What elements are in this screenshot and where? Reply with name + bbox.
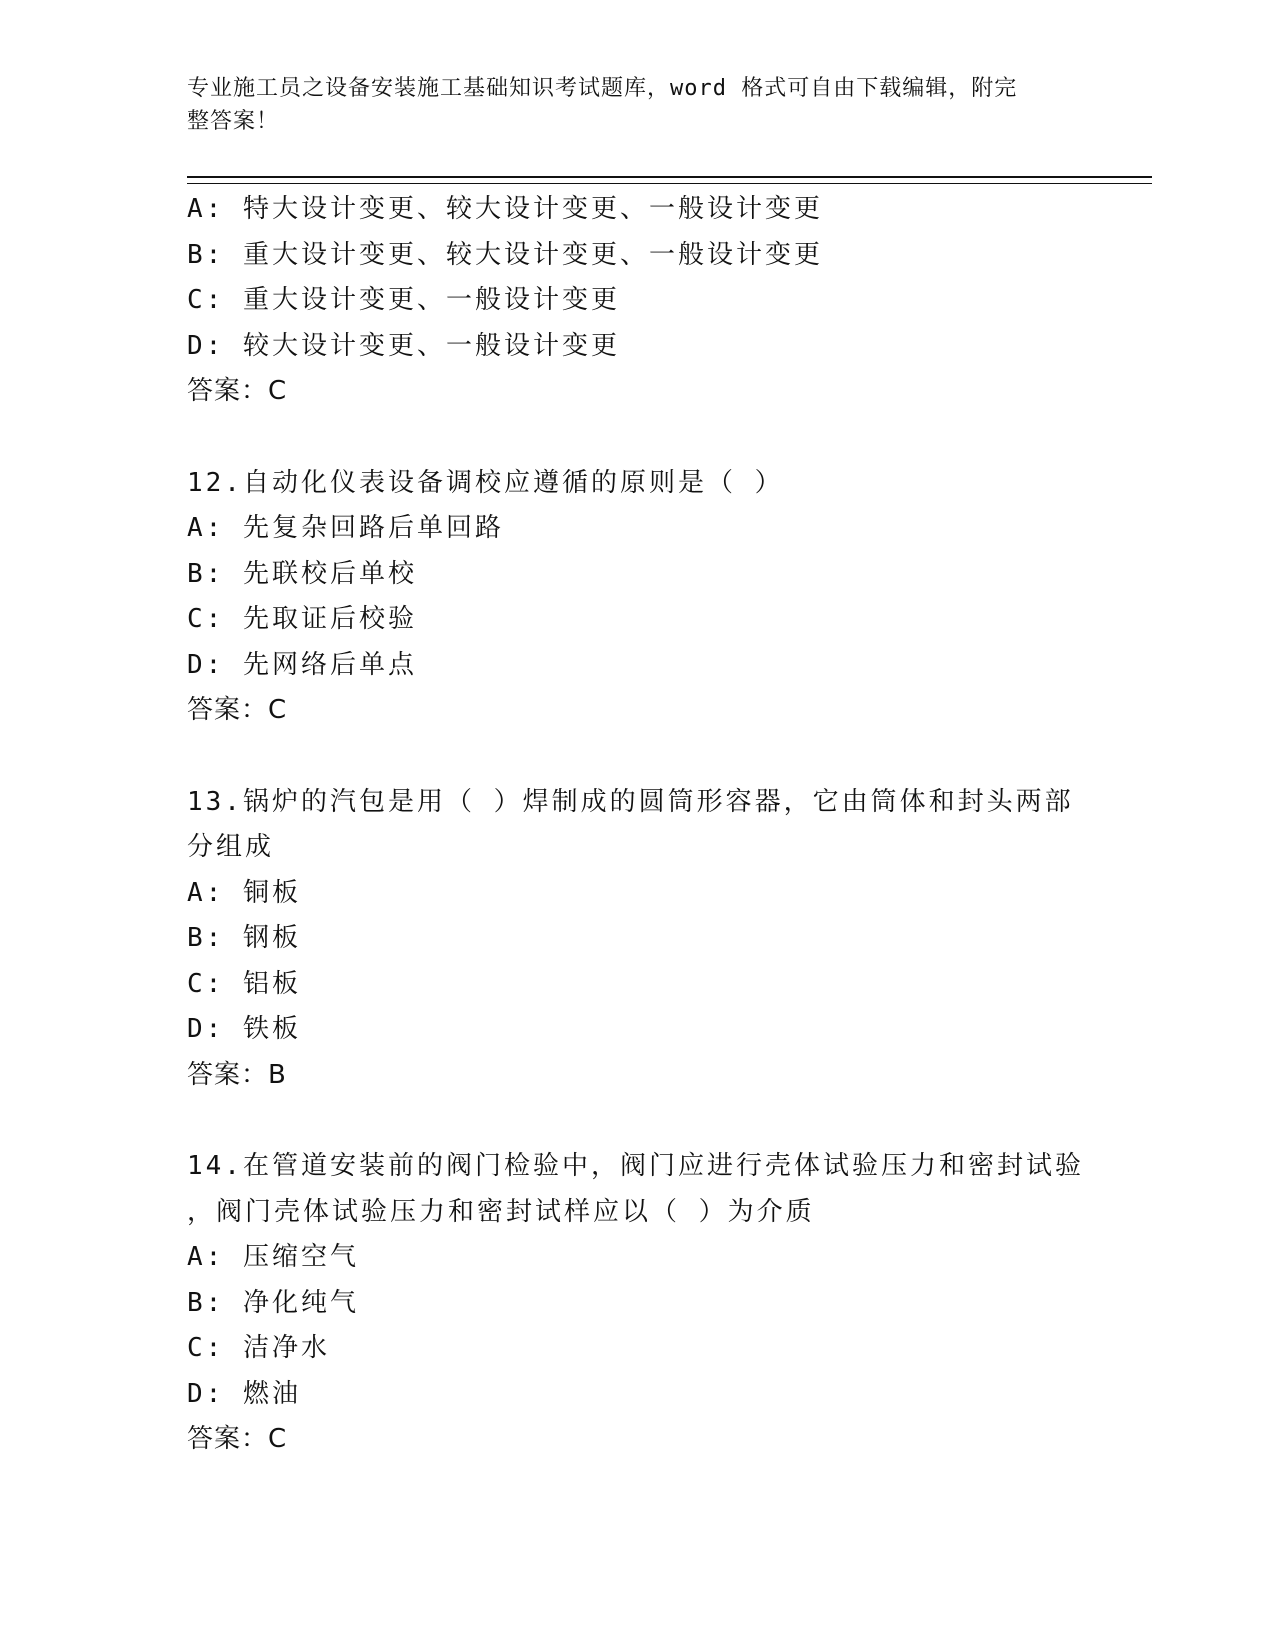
option-a: A: 先复杂回路后单回路 bbox=[187, 513, 504, 543]
option-d: D: 较大设计变更、一般设计变更 bbox=[187, 330, 620, 361]
option-c: C: 铝板 bbox=[187, 968, 301, 999]
option-d: D: 先网络后单点 bbox=[187, 649, 417, 680]
option-b: B: 先联校后单校 bbox=[187, 558, 417, 589]
question-text-line-2: 分组成 bbox=[187, 832, 275, 862]
document-header bbox=[187, 72, 1087, 138]
question-12-block bbox=[187, 461, 1087, 734]
header-line-2: 整答案！ bbox=[187, 109, 280, 134]
header-divider bbox=[187, 176, 1152, 184]
option-b: B: 钢板 bbox=[187, 923, 301, 953]
question-14-block bbox=[187, 1144, 1087, 1463]
answer: 答案：B bbox=[187, 1059, 287, 1090]
option-d: D: 燃油 bbox=[187, 1378, 301, 1409]
question-text-line-1: 14.在管道安装前的阀门检验中，阀门应进行壳体试验压力和密封试验 bbox=[187, 1151, 1084, 1181]
option-a: A: 压缩空气 bbox=[187, 1242, 359, 1272]
answer: 答案：C bbox=[187, 376, 288, 406]
option-d: D: 铁板 bbox=[187, 1014, 301, 1044]
option-c: C: 先取证后校验 bbox=[187, 604, 417, 634]
option-b: B: 净化纯气 bbox=[187, 1287, 359, 1318]
question-list bbox=[187, 187, 1087, 1463]
question-13-block bbox=[187, 780, 1087, 1099]
option-c: C: 洁净水 bbox=[187, 1333, 330, 1363]
spacer bbox=[187, 1098, 1087, 1144]
question-text: 12.自动化仪表设备调校应遵循的原则是（ ） bbox=[187, 467, 784, 498]
option-c: C: 重大设计变更、一般设计变更 bbox=[187, 285, 620, 315]
option-a: A: 铜板 bbox=[187, 877, 301, 908]
answer: 答案：C bbox=[187, 1424, 288, 1454]
option-b: B: 重大设计变更、较大设计变更、一般设计变更 bbox=[187, 239, 823, 270]
spacer bbox=[187, 415, 1087, 461]
spacer bbox=[187, 734, 1087, 780]
question-text-line-1: 13.锅炉的汽包是用（ ）焊制成的圆筒形容器，它由筒体和封头两部 bbox=[187, 786, 1074, 817]
question-text-line-2: ，阀门壳体试验压力和密封试样应以（ ）为介质 bbox=[187, 1196, 815, 1227]
question-11-block bbox=[187, 187, 1087, 415]
answer: 答案：C bbox=[187, 695, 288, 725]
option-a: A: 特大设计变更、较大设计变更、一般设计变更 bbox=[187, 194, 823, 224]
header-line-1: 专业施工员之设备安装施工基础知识考试题库，word 格式可自由下载编辑，附完 bbox=[187, 76, 1018, 101]
